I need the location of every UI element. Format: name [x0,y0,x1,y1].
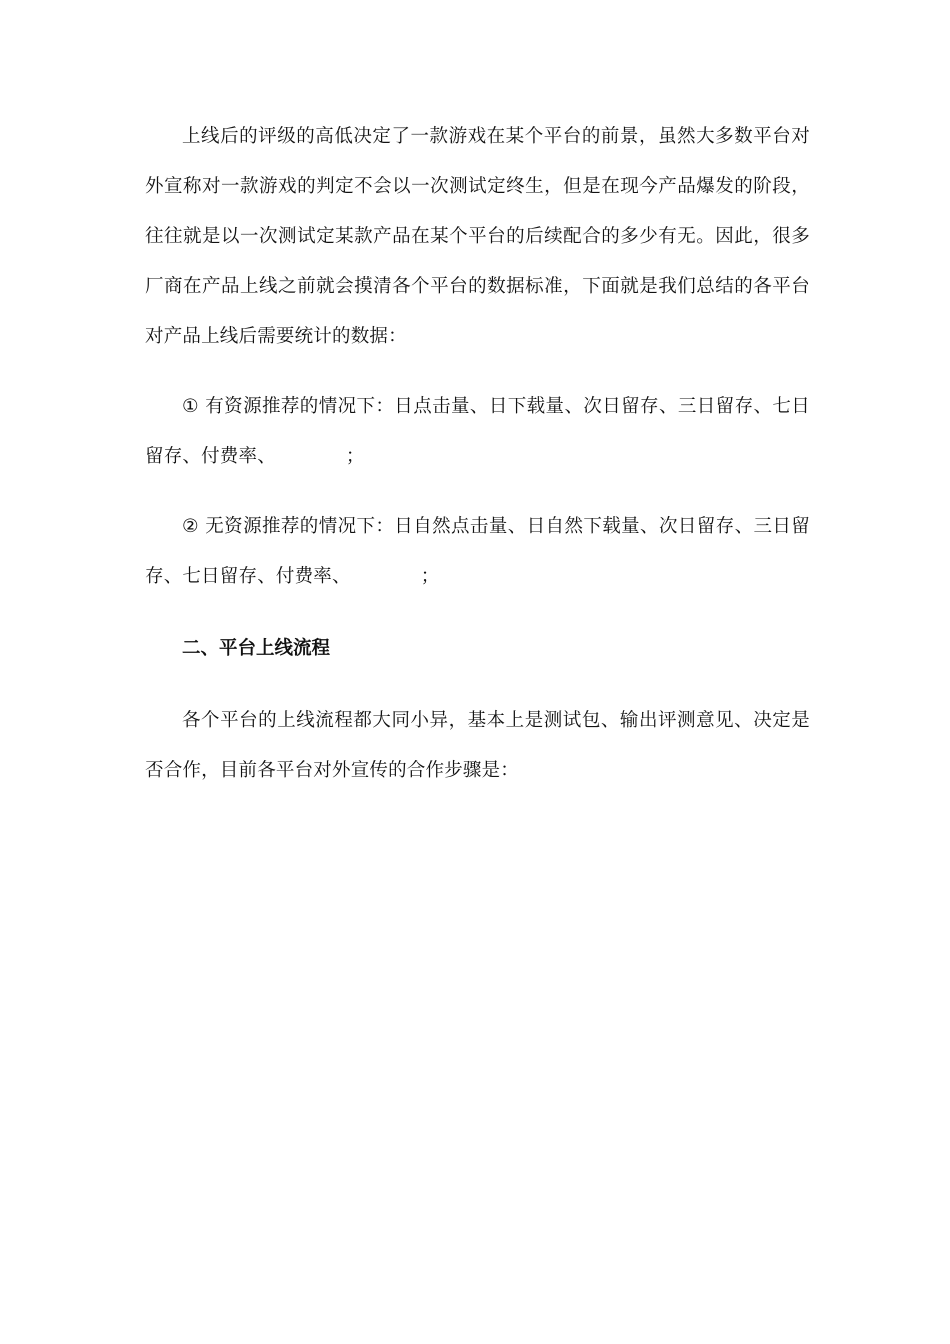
list-item-with-resources [145,382,810,482]
list-item-end-mark: ； [420,566,440,587]
section-heading: 二、平台上线流程 [182,638,331,659]
list-item-with-resources-text: ① 有资源推荐的情况下：日点击量、日下载量、次日留存、三日留存、七日留存、付费率、 [145,396,810,467]
intro-paragraph: 上线后的评级的高低决定了一款游戏在某个平台的前景，虽然大多数平台对外宣称对一款游戏的判定不会以一次测试定终生，但是在现今产品爆发的阶段，往往就是以一次测试定某款产品在某个平台的后续配合的多少有无。因此，很多厂商在产品上线之前就会摸清各个平台的数据标准，下面就是我们总结的各平台对产品上线后需要统计的数据： [145,126,810,347]
list-item-without-resources-text: ② 无资源推荐的情况下：日自然点击量、日自然下载量、次日留存、三日留存、七日留存、付费率、 [145,516,810,587]
list-item-end-mark: ； [345,446,365,467]
list-item-without-resources [145,502,810,602]
document-body [145,112,810,796]
process-paragraph: 各个平台的上线流程都大同小异，基本上是测试包、输出评测意见、决定是否合作，目前各平台对外宣传的合作步骤是： [145,710,810,781]
